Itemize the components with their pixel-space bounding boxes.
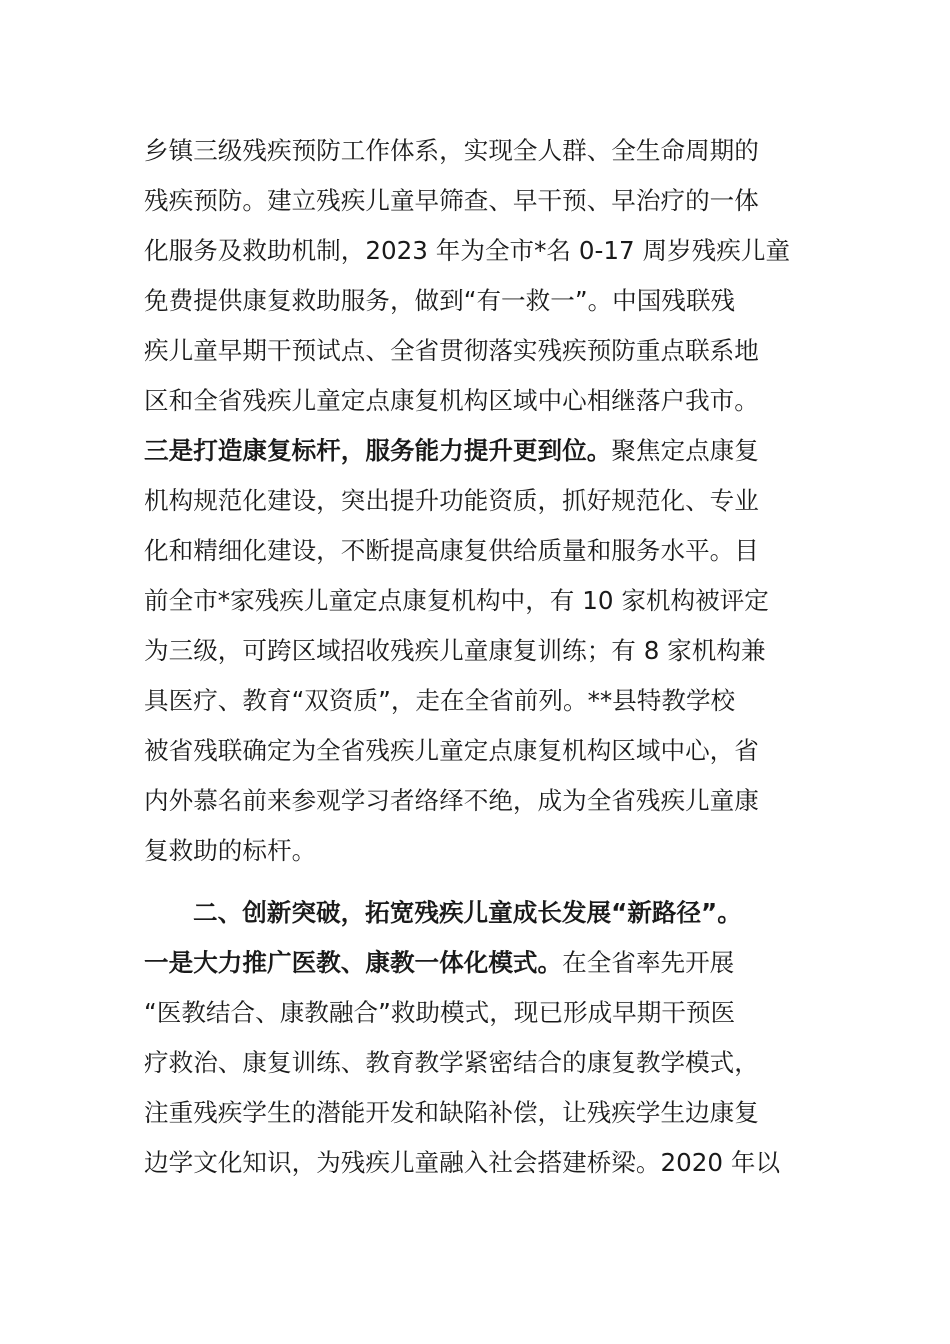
bold-heading-text: 三是打造康复标杆，服务能力提升更到位。: [144, 436, 612, 465]
text-line: [144, 226, 814, 276]
bold-heading-text: 二、创新突破，拓宽残疾儿童成长发展“新路径”。: [193, 898, 742, 927]
body-text-run: 具医疗、教育“双资质”，走在全省前列。**县特教学校: [144, 686, 736, 715]
text-line: [144, 526, 814, 576]
text-line: [144, 1038, 814, 1088]
body-text-run: 前全市*家残疾儿童定点康复机构中，有 10 家机构被评定: [144, 586, 769, 615]
body-text-run: 残疾预防。建立残疾儿童早筛查、早干预、早治疗的一体: [144, 186, 759, 215]
body-text-run: 为三级，可跨区域招收残疾儿童康复训练；有 8 家机构兼: [144, 636, 766, 665]
body-text-run: 注重残疾学生的潜能开发和缺陷补偿，让残疾学生边康复: [144, 1098, 759, 1127]
text-line: [144, 626, 814, 676]
body-text-run: 疗救治、康复训练、教育教学紧密结合的康复教学模式，: [144, 1048, 759, 1077]
body-text-run: 复救助的标杆。: [144, 836, 317, 865]
text-line: [144, 126, 814, 176]
body-text: [144, 126, 814, 1188]
text-line: [144, 776, 814, 826]
text-line: [144, 676, 814, 726]
text-line: [144, 176, 814, 226]
body-text-run: 被省残联确定为全省残疾儿童定点康复机构区域中心，省: [144, 736, 759, 765]
body-text-run: 免费提供康复救助服务，做到“有一救一”。中国残联残: [144, 286, 736, 315]
text-line: [144, 576, 814, 626]
bold-heading-text: 一是大力推广医教、康教一体化模式。: [144, 948, 563, 977]
body-text-run: 边学文化知识，为残疾儿童融入社会搭建桥梁。2020 年以: [144, 1148, 781, 1177]
body-text-run: 内外慕名前来参观学习者络绎不绝，成为全省残疾儿童康: [144, 786, 759, 815]
body-text-run: 区和全省残疾儿童定点康复机构区域中心相继落户我市。: [144, 386, 759, 415]
body-text-run: 在全省率先开展: [562, 948, 735, 977]
text-line: [144, 326, 814, 376]
body-text-run: 化和精细化建设，不断提高康复供给质量和服务水平。目: [144, 536, 759, 565]
body-text-run: 疾儿童早期干预试点、全省贯彻落实残疾预防重点联系地: [144, 336, 759, 365]
text-line: [144, 888, 814, 938]
text-line: [144, 376, 814, 426]
body-text-run: 化服务及救助机制，2023 年为全市*名 0-17 周岁残疾儿童: [144, 236, 791, 265]
text-line: [144, 826, 814, 876]
text-line: [144, 1138, 814, 1188]
text-line: [144, 276, 814, 326]
text-line: [144, 726, 814, 776]
body-text-run: 乡镇三级残疾预防工作体系，实现全人群、全生命周期的: [144, 136, 759, 165]
text-line: [144, 988, 814, 1038]
body-text-run: “医教结合、康教融合”救助模式，现已形成早期干预医: [144, 998, 736, 1027]
text-line: [144, 476, 814, 526]
body-text-run: 机构规范化建设，突出提升功能资质，抓好规范化、专业: [144, 486, 759, 515]
text-line: [144, 938, 814, 988]
text-line: [144, 1088, 814, 1138]
body-text-run: 聚焦定点康复: [611, 436, 759, 465]
text-line: [144, 426, 814, 476]
